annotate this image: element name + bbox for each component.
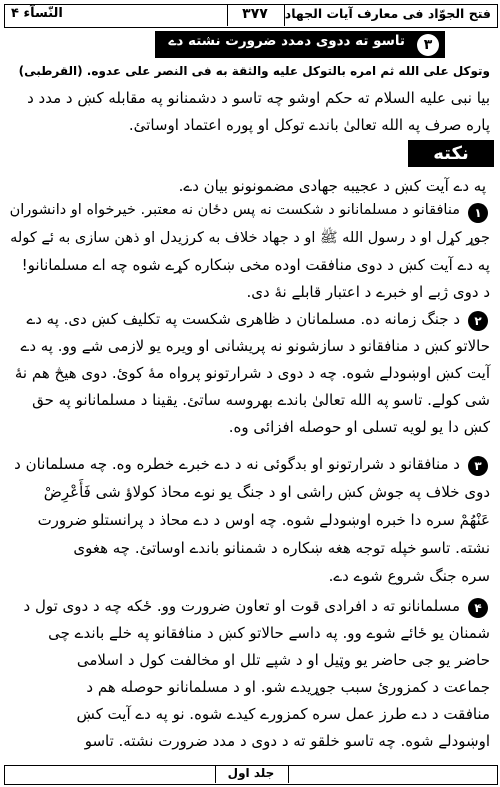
point-line: کښ دا یو لویه تسلی او حوصله افزائی وه. xyxy=(228,418,490,436)
volume-label: جلد اول xyxy=(227,766,275,780)
arabic-quote: وتوكل على الله ثم امره بالتوكل عليه والثقة به فى النصر على عدوه. (القرطبى) xyxy=(18,64,490,78)
book-title: فتح الجوّاد فی معارف آیات الجهاد xyxy=(284,6,491,21)
point-number: ۲ xyxy=(468,311,488,331)
intro-line-1: بیا نبی علیه السلام ته حکم اوشو چه تاسو د دشمنانو په مقابله کښ د مدد د xyxy=(27,89,490,107)
point-line: د جنگ زمانه ده. مسلمانان د ظاهری شکست په تکلیف کښ دی. په دے xyxy=(26,310,460,328)
point-line: مسلمانانو ته د افرادی قوت او تعاون ضرورت وو. ځکه چه د دوی تول د xyxy=(23,597,460,615)
nukta-heading: نکته xyxy=(408,140,494,167)
section-number: ۳ xyxy=(417,34,439,56)
point-line: د منافقانو د شرارتونو او بدگوئی نه د دے خبرے خطره وه. چه مسلمانان د xyxy=(14,455,460,473)
point-line: دوی خلاف په جوش کښ راشی او د جنگ یو نوے محاذ کولاؤ شی فَأَعْرِضْ xyxy=(43,483,490,501)
point-line: عَنْهُمْ سره دا خبره اوښودلے شوه. چه اوس د دے محاذ د پرانستلو ضرورت xyxy=(37,511,490,529)
point-line: سره جنگ شروع شوے دے. xyxy=(328,567,490,585)
point-line: منافقانو د مسلمانانو د شکست نه پس دځان نه معتبر. خیرخواه او دانشوران xyxy=(9,202,460,218)
point-line: آیت کښ اوښودلے شوه. چه د دوی د شرارتونو پرواه مهٔ کوئ. دوی هیڅ هم نهٔ xyxy=(14,364,490,382)
nukta-intro: په دے آیت کښ د عجیبه جهادی مضمونونو بیان دے. xyxy=(178,177,486,195)
section-title: تاسو ته ددوی دمدد ضرورت نشته دے xyxy=(168,33,405,49)
point-line: منافقت د دے طرز عمل سره کمزورے کیدے شوه. نو په دے آیت کښ xyxy=(76,705,490,723)
point-line: حاضر یو جی حاضر یو وټیل او د شپے تلل او مخالفت کول د اسلامی xyxy=(76,651,490,669)
point-line: په دے آیت کښ د دوی منافقت اوده مخی ښکاره کړے شوه چه اے مسلمانانو! xyxy=(21,256,490,274)
point-number: ۳ xyxy=(468,456,488,476)
point-line: جوړ کړل او د رسول الله ﷺ او د جهاد خلاف به کرزیدل او ذهن سازی به ئے کوله xyxy=(10,230,490,246)
point-line: شمنان یو ځائے شوے وو. په داسے حالاتو کښ د منافقانو په خلے باندے چی xyxy=(48,624,490,642)
point-line: شی کولے. تاسو په الله تعالیٰ باندے بهروسه ساتئ. یقینا د مسلمانانو په حق xyxy=(32,391,490,409)
intro-line-2: پاره صرف په الله تعالیٰ باندے توکل او پوره اعتماد اوساتئ. xyxy=(128,116,490,134)
page-number: ۳۷۷ xyxy=(242,6,268,22)
point-number: ۴ xyxy=(468,598,488,618)
point-number: ۱ xyxy=(468,203,488,223)
section-title-bar xyxy=(155,31,445,58)
point-line: د دوی ژبے او خبرے د اعتبار قابلے نهٔ دی. xyxy=(246,283,490,301)
page-footer xyxy=(4,765,498,785)
surah-name: النّسآء ۴ xyxy=(11,6,63,21)
page-header xyxy=(4,4,498,28)
point-line: نشته. تاسو خپله توجه هغه ښکاره د شمنانو باندے اوساتئ. چه هغوی xyxy=(73,539,490,557)
point-line: جماعت د کمزورئ سبب جوړیدے شو. او د مسلمانانو حوصله هم د xyxy=(86,678,490,696)
point-line: حالاتو کښ د منافقانو د سازشونو نه پریشانی او ویره یو لازمی شے وو. په دے xyxy=(20,337,490,355)
point-line: اوښودلے شوه. چه تاسو خلقو ته د دوی د مدد ضرورت نشته. تاسو xyxy=(84,732,490,750)
